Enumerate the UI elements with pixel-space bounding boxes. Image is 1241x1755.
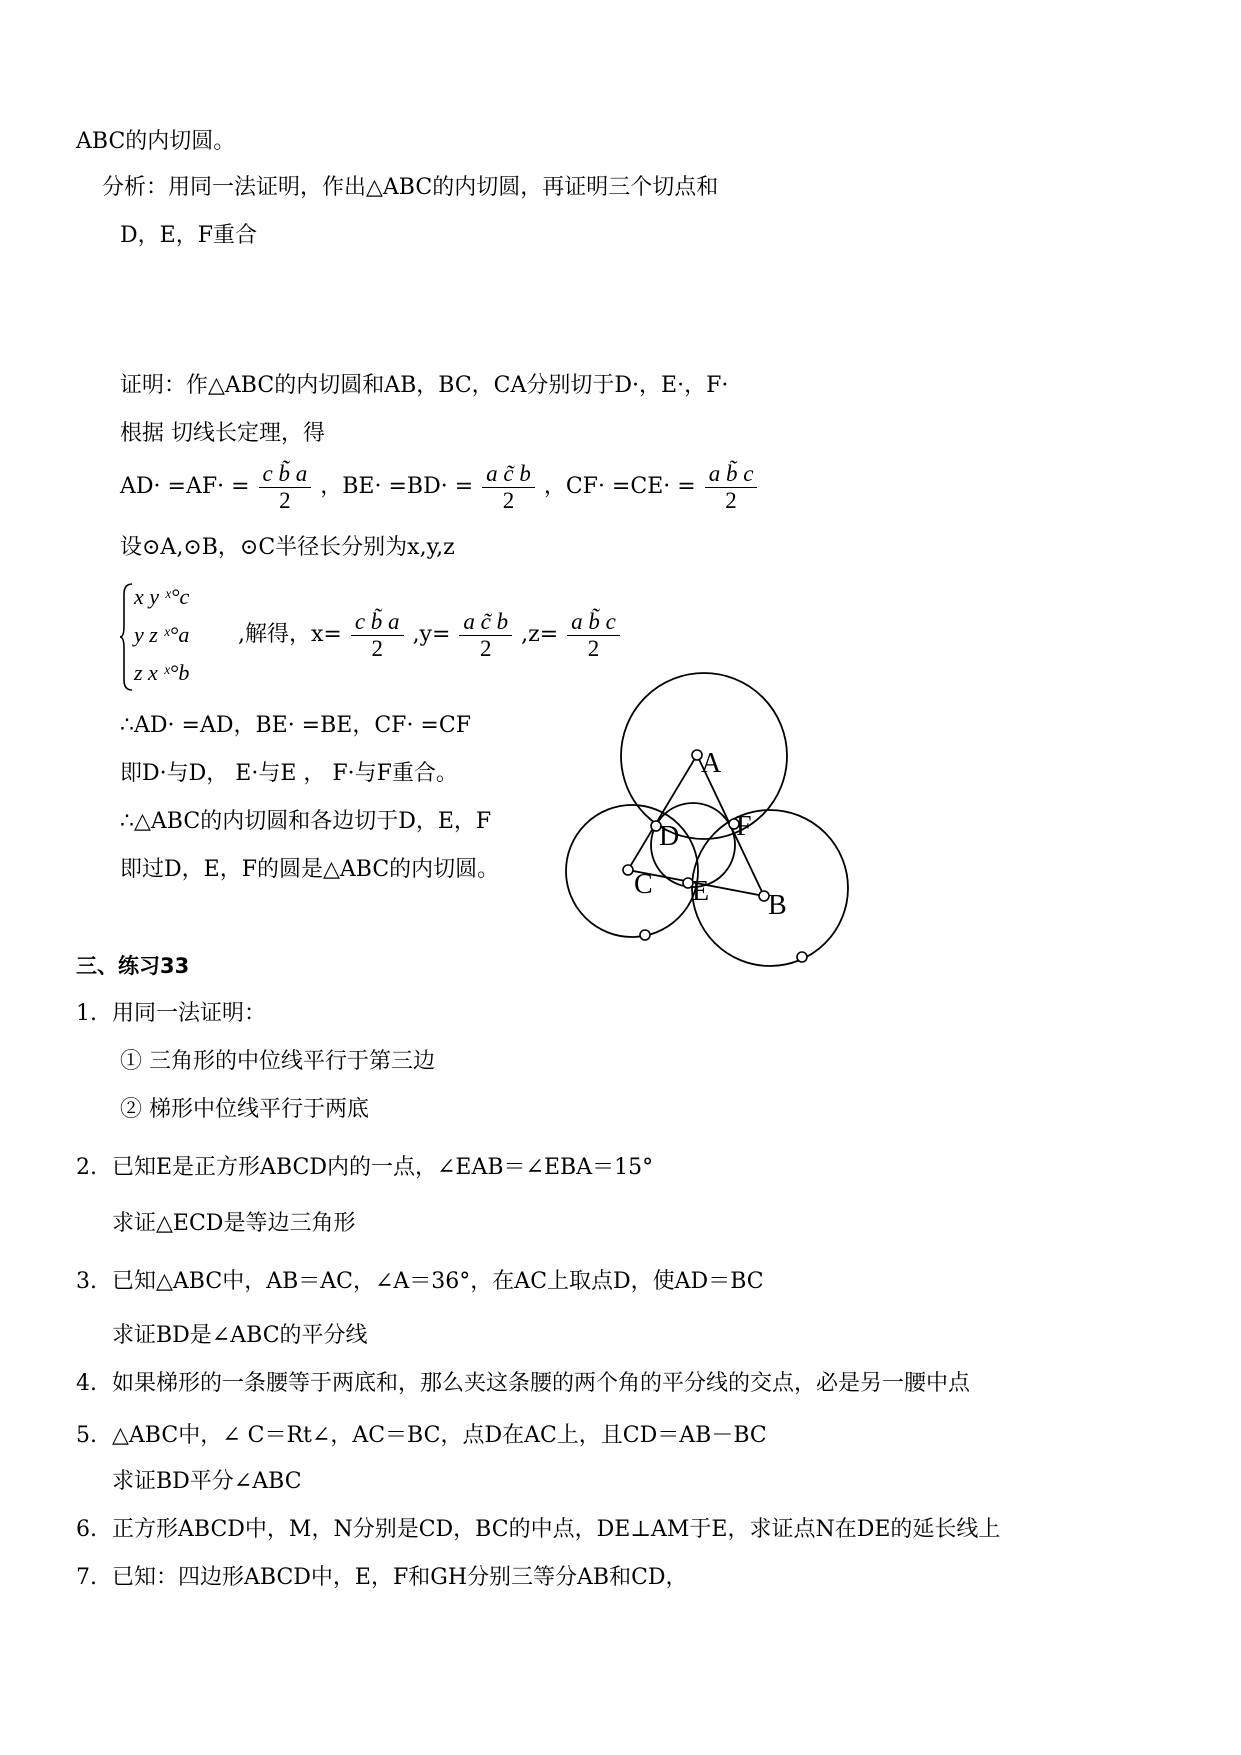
eq1-part-a: AD· =AF· = <box>120 474 250 499</box>
solution-y-fraction <box>459 609 512 662</box>
item-number: 1. <box>76 1001 97 1026</box>
label-e: E <box>692 876 710 907</box>
text-line-1: ABC的内切圆。 <box>76 129 236 154</box>
item-number: 5. <box>76 1423 97 1448</box>
eq1-part-c: ，CF· =CE· = <box>543 474 696 499</box>
equation-system <box>120 582 250 692</box>
item-text: 如果梯形的一条腰等于两底和，那么夹这条腰的两个角的平分线的交点，必是另一腰中点 <box>112 1371 971 1396</box>
label-a: A <box>701 748 722 779</box>
exercise-item <box>76 1268 764 1296</box>
item-text: 已知E是正方形ABCD内的一点，∠EAB＝∠EBA＝15° <box>112 1155 654 1180</box>
geometry-figure <box>560 670 860 980</box>
system-row-2: y z ˣ°a <box>134 622 190 647</box>
conclusion-line-1: ∴AD· =AD，BE· =BE，CF· =CF <box>120 713 471 738</box>
eq1-part-b: ，BE· =BD· = <box>320 474 474 499</box>
item-text: 求证BD是∠ABC的平分线 <box>112 1323 368 1348</box>
fraction-2 <box>482 461 535 514</box>
proof-line-2: 根据 切线长定理，得 <box>120 421 325 446</box>
exercise-item <box>76 1154 653 1182</box>
item-text: 求证△ECD是等边三角形 <box>112 1211 356 1236</box>
system-row-3: z x ˣ°b <box>134 660 190 685</box>
point-c-bottom <box>640 930 650 940</box>
label-d: D <box>659 821 680 852</box>
exercise-item <box>112 1210 355 1238</box>
exercise-item <box>112 1468 302 1496</box>
item-number: 4. <box>76 1371 97 1396</box>
analysis-line: 分析：用同一法证明，作出△ABC的内切圆，再证明三个切点和 <box>102 175 719 200</box>
solution-z-numerator: a b̃ c <box>567 609 620 636</box>
radius-line: 设⊙A,⊙B，⊙C半径长分别为x,y,z <box>120 535 455 560</box>
item-number: 7. <box>76 1565 97 1590</box>
system-row-1: x y ˣ°c <box>134 584 190 609</box>
exercise-item <box>120 1048 435 1076</box>
fraction-3 <box>705 461 758 514</box>
brace-icon <box>120 582 134 692</box>
fraction-1 <box>259 461 312 514</box>
exercise-item <box>76 1370 970 1398</box>
conclusion-line-2: 即D·与D， E·与E ， F·与F重合。 <box>120 761 458 786</box>
point-c <box>623 865 633 875</box>
exercise-item <box>76 1516 1000 1544</box>
solution-z-prefix: ,z= <box>521 622 559 647</box>
label-f: F <box>736 811 752 842</box>
section-heading: 三、练习33 <box>76 954 190 978</box>
solution-y-numerator: a c̃ b <box>459 609 512 636</box>
conclusion-line-3: ∴△ABC的内切圆和各边切于D，E，F <box>120 809 492 834</box>
solution-z-fraction <box>567 609 620 662</box>
exercise-item <box>112 1322 368 1350</box>
solution-prefix: ,解得，x= <box>238 622 342 647</box>
fraction-3-denominator: 2 <box>725 487 737 513</box>
fraction-3-numerator: a b̃ c <box>705 461 758 488</box>
fraction-2-numerator: a c̃ b <box>482 461 535 488</box>
item-text: 已知△ABC中，AB＝AC，∠A＝36°，在AC上取点D，使AD＝BC <box>112 1269 764 1294</box>
fraction-1-numerator: c b̃ a <box>259 461 312 488</box>
item-text: 已知：四边形ABCD中，E，F和GH分别三等分AB和CD， <box>112 1565 688 1590</box>
solution-z-denominator: 2 <box>587 635 600 661</box>
tangent-equations <box>120 458 759 518</box>
solution-y-denominator: 2 <box>480 635 492 661</box>
item-text: 求证BD平分∠ABC <box>112 1469 302 1494</box>
circle-b <box>692 810 848 966</box>
solution-x-numerator: c b̃ a <box>351 609 404 636</box>
item-text: ① 三角形的中位线平行于第三边 <box>120 1049 435 1074</box>
solution-x-denominator: 2 <box>371 635 383 661</box>
item-text: ② 梯形中位线平行于两底 <box>120 1097 369 1122</box>
solution-x-fraction <box>351 609 404 662</box>
exercise-item <box>76 1000 266 1028</box>
exercise-item <box>120 1096 369 1124</box>
solution-line <box>238 606 622 666</box>
item-number: 2. <box>76 1155 97 1180</box>
solution-y-prefix: ,y= <box>412 622 451 647</box>
item-number: 3. <box>76 1269 97 1294</box>
exercise-item <box>76 1422 767 1450</box>
exercise-item <box>76 1564 688 1592</box>
label-c: C <box>634 869 653 900</box>
item-text: △ABC中，∠ C＝Rt∠，AC＝BC，点D在AC上，且CD＝AB－BC <box>112 1423 767 1448</box>
item-number: 6. <box>76 1517 97 1542</box>
fraction-1-denominator: 2 <box>279 487 291 513</box>
item-text: 用同一法证明： <box>112 1001 267 1026</box>
conclusion-line-4: 即过D，E，F的圆是△ABC的内切圆。 <box>120 857 500 882</box>
proof-line: 证明：作△ABC的内切圆和AB，BC，CA分别切于D·，E·，F· <box>120 373 729 398</box>
label-b: B <box>768 890 787 921</box>
item-text: 正方形ABCD中，M，N分别是CD，BC的中点，DE⊥AM于E，求证点N在DE的延长线上 <box>112 1517 1001 1542</box>
fraction-2-denominator: 2 <box>502 487 515 513</box>
analysis-line-2: D，E，F重合 <box>120 223 257 248</box>
point-b-bottom <box>797 952 807 962</box>
